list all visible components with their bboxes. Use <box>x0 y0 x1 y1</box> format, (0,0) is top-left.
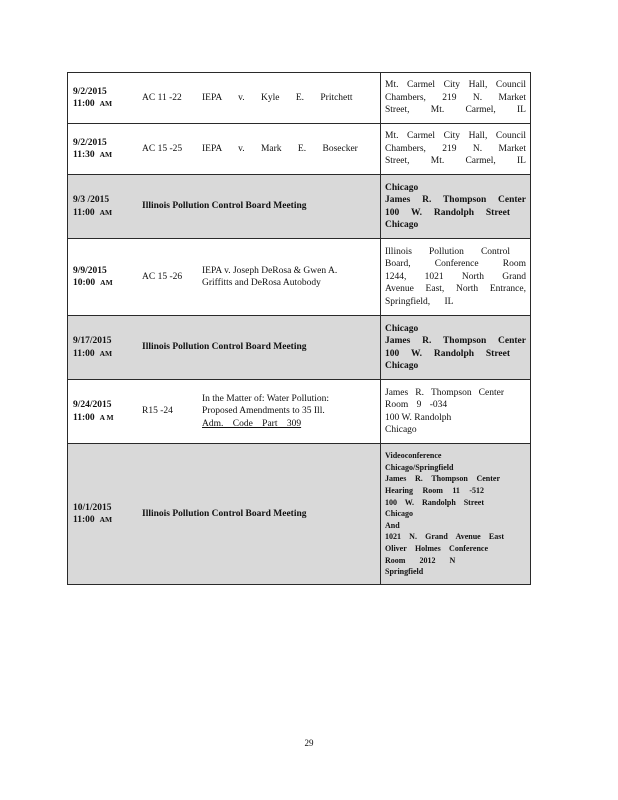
date: 9/2/2015 <box>73 86 107 97</box>
case-title: IEPA v. Mark E. Bosecker <box>198 124 381 175</box>
date: 10/1/2015 <box>73 502 112 513</box>
location-line: 100 W. Randolph Street <box>385 207 510 218</box>
date: 9/24/2015 <box>73 400 112 410</box>
location-line: Street, Mt. Carmel, IL <box>385 156 526 167</box>
location-line: And <box>385 520 400 530</box>
time: 11:00 <box>73 515 95 525</box>
location-line: Hearing Room 11 -512 <box>385 486 484 496</box>
location-line: Room 2012 N <box>385 555 456 565</box>
case-number: R15 -24 <box>136 380 198 444</box>
table-row <box>68 124 531 175</box>
am-pm: AM <box>99 348 113 358</box>
time: 11:00 <box>73 207 95 218</box>
meeting-title-cell <box>136 444 381 585</box>
location-line: Chicago/Springfield <box>385 462 454 472</box>
page-number: 29 <box>304 738 314 748</box>
date-time-cell <box>68 444 137 585</box>
location-line: Chicago <box>385 425 417 435</box>
location-line: 100 W. Randolph Street <box>385 497 484 507</box>
case-title-line: IEPA v. Joseph DeRosa & Gwen A. <box>202 265 338 276</box>
am-pm: AM <box>99 515 113 524</box>
date: 9/3 /2015 <box>73 195 110 205</box>
case-title: IEPA v. Kyle E. Pritchett <box>198 73 381 124</box>
am-pm: AM <box>99 150 113 159</box>
date: 9/9/2015 <box>73 265 107 276</box>
meeting-title: Illinois Pollution Control Board Meeting <box>142 342 307 353</box>
location-cell <box>381 124 531 175</box>
location-line: 100 W. Randolph Street <box>385 348 510 359</box>
date-time-cell <box>68 175 137 239</box>
location-line: Chambers, 219 N. Market <box>385 143 526 154</box>
case-number: AC 15 -26 <box>136 239 198 316</box>
table-row <box>68 175 531 239</box>
am-pm: AM <box>100 278 113 287</box>
time: 11:00 <box>73 412 95 423</box>
meeting-title-cell <box>136 175 381 239</box>
location-line: Chambers, 219 N. Market <box>385 92 526 103</box>
location-line: James R. Thompson Center <box>385 474 500 484</box>
table-row <box>68 316 531 380</box>
location-cell <box>381 316 531 380</box>
location-line: Board, Conference Room <box>385 259 526 270</box>
location-cell <box>381 380 531 444</box>
am-pm: AM <box>99 207 113 217</box>
location-line: Chicago <box>385 182 419 193</box>
hearing-schedule-table <box>67 72 531 585</box>
case-title-line: Proposed Amendments to 35 Ill. <box>202 406 325 417</box>
location-line: Springfield <box>385 567 424 577</box>
location-line: Chicago <box>385 361 419 371</box>
location-line: 1021 N. Grand Avenue East <box>385 532 504 542</box>
case-number: AC 11 -22 <box>136 73 198 124</box>
location-line: 1244, 1021 North Grand <box>385 271 526 282</box>
location-line: Street, Mt. Carmel, IL <box>385 105 526 116</box>
location-line: James R. Thompson Center <box>385 387 504 398</box>
date: 9/17/2015 <box>73 336 112 346</box>
location-cell <box>381 73 531 124</box>
time: 11:00 <box>73 99 95 109</box>
time: 11:00 <box>73 348 95 359</box>
location-cell <box>381 444 531 585</box>
date-time-cell <box>68 124 137 175</box>
date: 9/2/2015 <box>73 137 107 148</box>
location-line: Springfield, IL <box>385 296 454 307</box>
table-row <box>68 73 531 124</box>
table-row <box>68 239 531 316</box>
location-line: James R. Thompson Center <box>385 195 526 205</box>
location-cell <box>381 239 531 316</box>
location-line: Chicago <box>385 509 413 519</box>
location-line: Room 9 -034 <box>385 400 448 410</box>
time: 10:00 <box>73 278 96 288</box>
location-cell <box>381 175 531 239</box>
am-pm: AM <box>99 99 113 108</box>
date-time-cell <box>68 73 137 124</box>
case-title-cell <box>198 239 381 316</box>
location-line: Oliver Holmes Conference <box>385 543 488 553</box>
date-time-cell <box>68 380 137 444</box>
table-row <box>68 380 531 444</box>
case-title-line: Griffitts and DeRosa Autobody <box>202 278 321 288</box>
date-time-cell <box>68 239 137 316</box>
location-line: Avenue East, North Entrance, <box>385 284 526 295</box>
location-line: Chicago <box>385 323 419 334</box>
am-pm: A M <box>99 412 114 422</box>
location-line: James R. Thompson Center <box>385 336 526 346</box>
location-line: 100 W. Randolph <box>385 412 452 423</box>
time: 11:30 <box>73 150 95 160</box>
location-line: Chicago <box>385 220 419 230</box>
table-row <box>68 444 531 585</box>
case-title-line: In the Matter of: Water Pollution: <box>202 393 330 404</box>
meeting-title-cell <box>136 316 381 380</box>
case-title-cell <box>198 380 381 444</box>
case-number: AC 15 -25 <box>136 124 198 175</box>
location-line: Illinois Pollution Control <box>385 246 510 257</box>
meeting-title: Illinois Pollution Control Board Meeting <box>142 508 307 519</box>
date-time-cell <box>68 316 137 380</box>
location-line: Mt. Carmel City Hall, Council <box>385 80 526 91</box>
location-line: Videoconference <box>385 451 442 461</box>
meeting-title: Illinois Pollution Control Board Meeting <box>142 201 307 212</box>
case-title-line: Adm. Code Part 309 <box>202 418 302 429</box>
location-line: Mt. Carmel City Hall, Council <box>385 131 526 142</box>
